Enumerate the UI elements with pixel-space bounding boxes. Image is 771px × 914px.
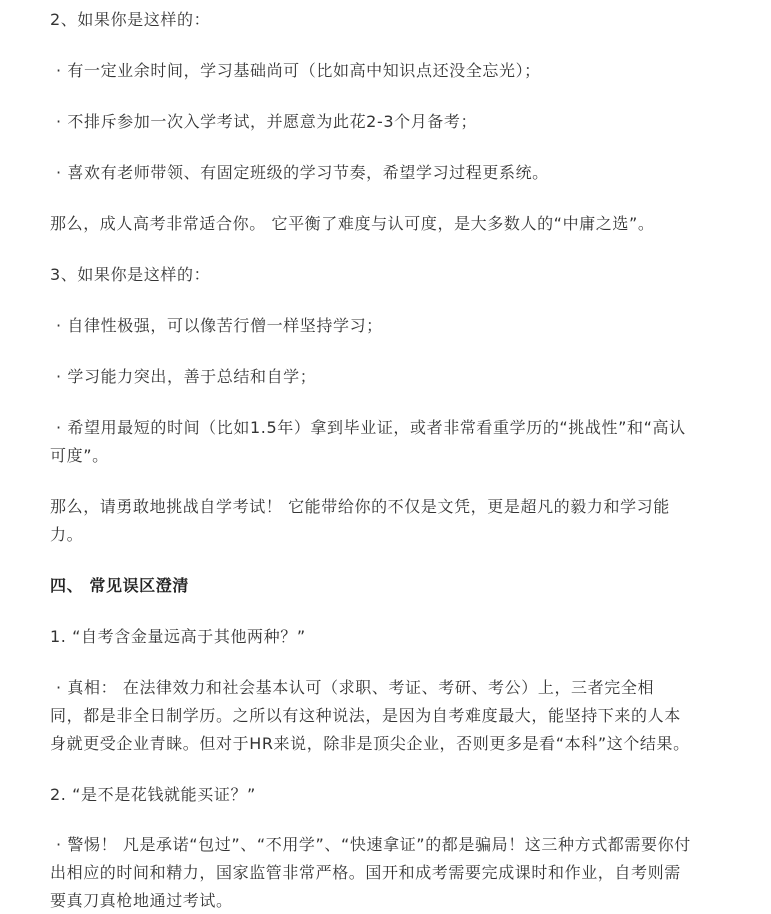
section2-conclusion: 那么，成人高考非常适合你。 它平衡了难度与认可度，是大多数人的“中庸之选”。 [50,214,655,233]
faq-answer-1-line-3: 身就更受企业青睐。但对于HR来说，除非是顶尖企业，否则更多是看“本科”这个结果。 [50,734,690,753]
faq-answer-2-line-2: 出相应的时间和精力，国家监管非常严格。国开和成考需要完成课时和作业，自考则需 [50,863,681,882]
faq-question-1: 1. “自考含金量远高于其他两种？” [50,627,306,646]
section2-bullet-3: · 喜欢有老师带领、有固定班级的学习节奏，希望学习过程更系统。 [56,163,549,182]
section4-heading: 四、 常见误区澄清 [50,576,189,595]
section2-heading: 2、如果你是这样的： [50,10,211,29]
section3-bullet-3-line-1: · 希望用最短的时间（比如1.5年）拿到毕业证，或者非常看重学历的“挑战性”和“高认 [56,418,686,437]
section2-bullet-1: · 有一定业余时间，学习基础尚可（比如高中知识点还没全忘光）； [56,61,541,80]
faq-answer-1-line-2: 同，都是非全日制学历。之所以有这种说法，是因为自考难度最大，能坚持下来的人本 [50,706,681,725]
section3-conclusion-line-1: 那么，请勇敢地挑战自学考试！ 它能带给你的不仅是文凭，更是超凡的毅力和学习能 [50,497,670,516]
faq-answer-1-line-1: · 真相： 在法律效力和社会基本认可（求职、考证、考研、考公）上，三者完全相 [56,678,655,697]
section3-conclusion-line-2: 力。 [50,525,84,544]
faq-question-2: 2. “是不是花钱就能买证？” [50,785,256,804]
faq-answer-2-line-3: 要真刀真枪地通过考试。 [50,891,233,910]
section2-bullet-2: · 不排斥参加一次入学考试，并愿意为此花2-3个月备考； [56,112,478,131]
faq-answer-2-line-1: · 警惕！ 凡是承诺“包过”、“不用学”、“快速拿证”的都是骗局！这三种方式都需要你付 [56,835,691,854]
section3-bullet-1: · 自律性极强，可以像苦行僧一样坚持学习； [56,316,383,335]
section3-bullet-3-line-2: 可度”。 [50,446,109,465]
section3-bullet-2: · 学习能力突出，善于总结和自学； [56,367,317,386]
section3-heading: 3、如果你是这样的： [50,265,211,284]
